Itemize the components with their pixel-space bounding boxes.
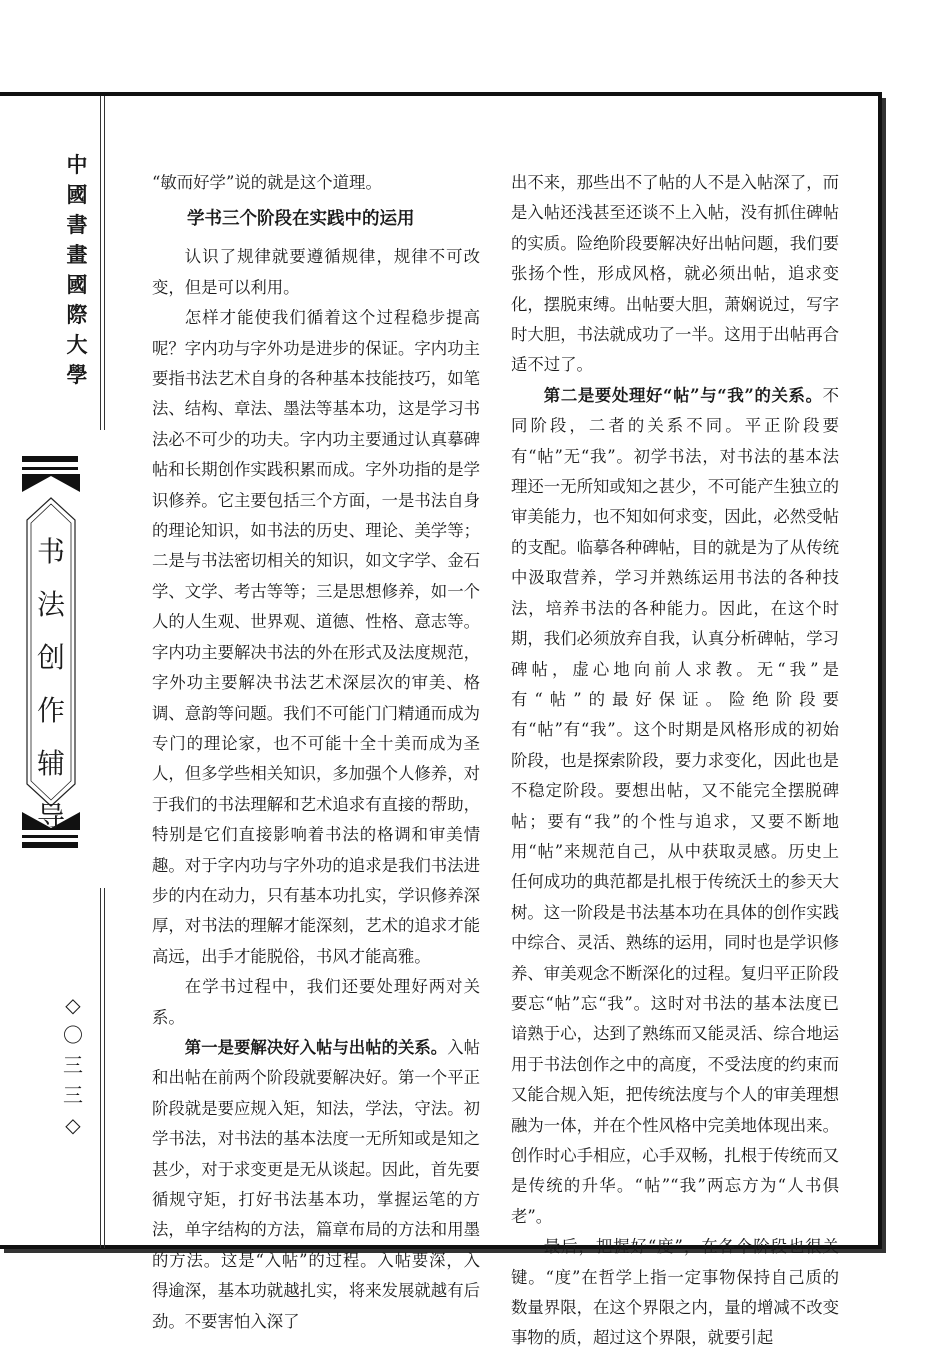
page-number: ◇ 〇 三 三 ◇ <box>63 993 83 1137</box>
paragraph <box>152 1033 480 1337</box>
university-name: 中 國 書 畫 國 際 大 學 <box>66 152 88 387</box>
paragraph-text: 不同阶段，二者的关系不同。平正阶段要有“帖”无“我”。初学书法，对书法的基本法理还一无所知或知之甚少，不可能产生独立的审美能力，也不知如何求变，因此，必然受帖的支配。临摹各种碑帖，目的就是为了从传统中汲取营养，学习并熟练运用书法的各种技法，培养书法的各种能力。因此，在这个时期，我们必须放弃自我，认真分析碑帖，学习碑帖，虚心地向前人求教。无“我”是有“帖”的最好保证。险绝阶段要有“帖”有“我”。这个时期是风格形成的初始阶段，也是探索阶段，要力求变化，因此也是不稳定阶段。要想出帖，又不能完全摆脱碑帖；要有“我”的个性与追求，又要不断地用“帖”来规范自己，从中获取灵感。历史上任何成功的典范都是扎根于传统沃土的参天大树。这一阶段是书法基本功在具体的创作实践中综合、灵活、熟练的运用，同时也是学识修养、审美观念不断深化的过程。复归平正阶段要忘“帖”忘“我”。这时对书法的基本法度已谙熟于心，达到了熟练而又能灵活、综合地运用于书法创作之中的高度，不受法度的约束而又能合规入矩，把传统法度与个人的审美理想融为一体，并在个性风格中完美地体现出来。创作时心手相应，心手双畅，扎根于传统而又是传统的升华。“帖”“我”两忘方为“人书俱老”。 <box>511 385 839 1226</box>
paragraph <box>511 381 839 1232</box>
bold-lead: 第二是要处理好“帖”与“我”的关系。 <box>543 385 823 405</box>
paragraph: 认识了规律就要遵循规律，规律不可改变，但是可以利用。 <box>152 247 480 297</box>
paragraph-text: 入帖和出帖在前两个阶段就要解决好。第一个平正阶段就是要应规入矩，知法，学法，守法。初学书法，对书法的基本法度一无所知或是知之甚少，对于求变更是无从谈起。因此，首先要循规守矩，打好书法基本功，掌握运笔的方法，单字结构的方法，篇章布局的方法和用墨的方法。这是“入帖”的过程。入帖要深，入得逾深，基本功就越扎实，将来发展就越有后劲。不要害怕入深了 <box>152 1037 481 1331</box>
paragraph: 出不来，那些出不了帖的人不是入帖深了，而是入帖还浅甚至还谈不上入帖，没有抓住碑帖的实质。险绝阶段要解决好出帖问题，我们要张扬个性，形成风格，就必须出帖，追求变化，摆脱束缚。出帖要大胆，萧娴说过，写字时大胆，书法就成功了一半。这用于出帖再合适不过了。 <box>511 173 839 375</box>
side-rule <box>100 96 101 430</box>
right-column <box>511 168 839 1354</box>
paragraph: 怎样才能使我们循着这个过程稳步提高呢？字内功与字外功是进步的保证。字内功主要指书法艺术自身的各种基本技能技巧，如笔法、结构、章法、墨法等基本功，这是学习书法必不可少的功夫。字内功主要通过认真摹碑帖和长期创作实践积累而成。字外功指的是学识修养。它主要包括三个方面，一是书法自身的理论知识，如书法的历史、理论、美学等；二是与书法密切相关的知识，如文字学、金石学、文学、考古等等；三是思想修养，如一个人的人生观、世界观、道德、性格、意志等。字内功主要解决书法的外在形式及法度规范，字外功主要解决书法艺术深层次的审美、格调、意韵等问题。我们不可能门门精通而成为专门的理论家，也不可能十全十美而成为圣人，但多学些相关知识，多加强个人修养，对于我们的书法理解和艺术追求有直接的帮助，特别是它们直接影响着书法的格调和审美情趣。对于字内功与字外功的追求是我们书法进步的内在动力，只有基本功扎实，学识修养深厚，对书法的理解才能深刻，艺术的追求才能高远，出手才能脱俗，书风才能高雅。 <box>152 308 480 966</box>
tab-bar-top-thin <box>22 467 78 470</box>
section-title: 书 法 创 作 辅 导 <box>36 535 65 833</box>
bold-lead: 第一是要解决好入帖与出帖的关系。 <box>184 1037 448 1057</box>
side-rule <box>104 888 105 1248</box>
left-column <box>152 168 480 1337</box>
paragraph: 在学书过程中，我们还要处理好两对关系。 <box>152 977 480 1027</box>
side-rule <box>104 96 105 430</box>
tab-bar-top <box>22 456 78 462</box>
side-rule <box>100 888 101 1248</box>
frame-shadow-right <box>882 98 886 1253</box>
paragraph: 最后，把握好“度”，在各个阶段也很关键。“度”在哲学上指一定事物保持自己质的数量界限，在这个界限之内，量的增减不改变事物的质，超过这个界限，就要引起 <box>511 1237 839 1348</box>
paragraph: “敏而好学”说的就是这个道理。 <box>152 173 382 192</box>
section-heading: 学书三个阶段在实践中的运用 <box>187 209 415 230</box>
